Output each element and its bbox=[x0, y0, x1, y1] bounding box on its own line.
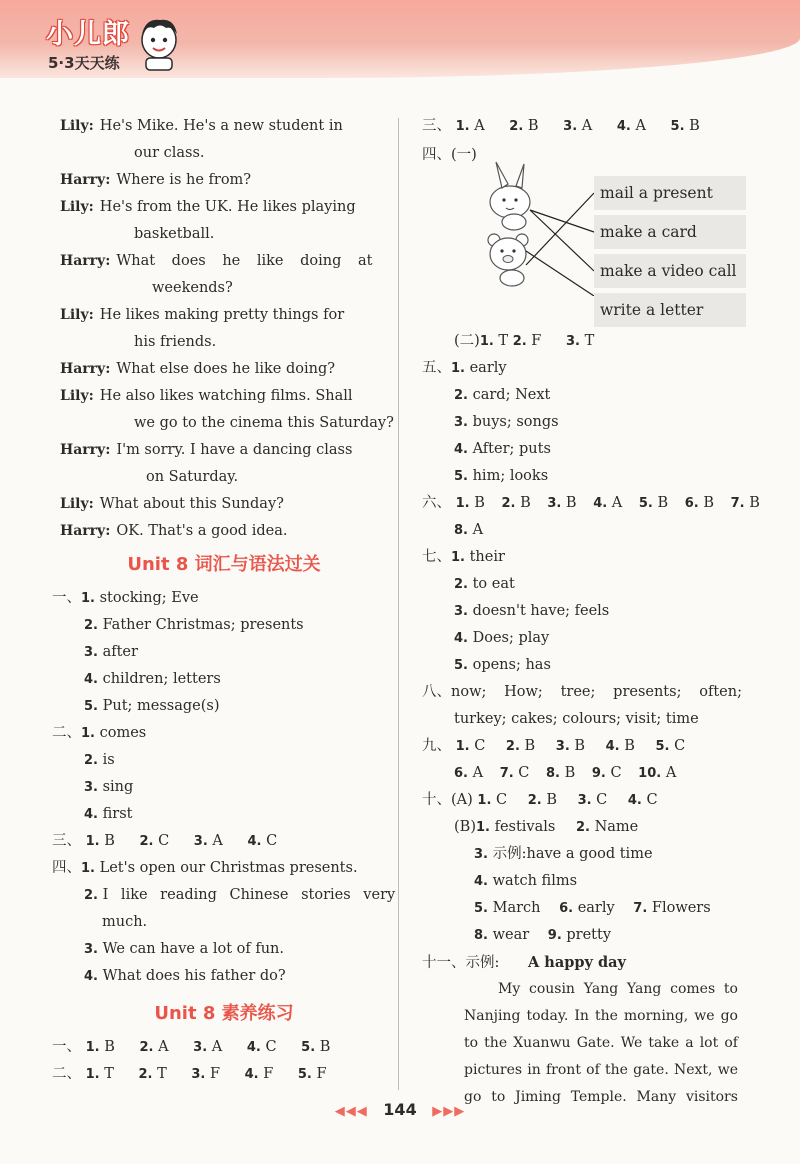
speaker: Harry: bbox=[60, 523, 111, 539]
page-number: 144 bbox=[383, 1100, 417, 1119]
section-title-literacy-practice: Unit 8 素养练习 bbox=[154, 1003, 294, 1024]
answer-part-1 bbox=[52, 585, 388, 720]
dialogue-continuation: on Saturday. bbox=[146, 469, 239, 485]
answer-item: 4. watch films bbox=[474, 873, 578, 889]
dialogue-continuation: weekends? bbox=[152, 280, 233, 296]
answer-item: 3. 示例:have a good time bbox=[474, 846, 653, 862]
essay-line: to the Xuanwu Gate. We take a lot of bbox=[464, 1035, 738, 1051]
dialogue-line: Lily: What about this Sunday? bbox=[60, 491, 388, 518]
answer-item-row: 5. March 6. early 7. Flowers bbox=[474, 900, 711, 916]
dialogue-continuation: we go to the cinema this Saturday? bbox=[134, 415, 394, 431]
dialogue-continuation: our class. bbox=[134, 145, 205, 161]
answer-item: 3. after bbox=[84, 644, 138, 660]
speaker: Lily: bbox=[60, 496, 94, 512]
answer-item: 3. We can have a lot of fun. bbox=[84, 941, 284, 957]
answer-item-row: 8. wear 9. pretty bbox=[474, 927, 612, 943]
part4-label: 四、(一) bbox=[422, 147, 477, 163]
phrase-mail-a-present: mail a present bbox=[594, 176, 746, 210]
answer-item: 5. him; looks bbox=[454, 468, 549, 484]
column-divider bbox=[398, 118, 399, 1090]
answer-item: 2. I like reading Chinese stories very bbox=[84, 887, 396, 903]
answer-part-s2-1: 一、 1. B 2. A 3. A 4. C 5. B bbox=[52, 1039, 331, 1055]
dialogue-line: Harry: What does he like doing at bbox=[60, 248, 388, 275]
answer-part-3: 三、 1. B 2. C 3. A 4. C bbox=[52, 833, 278, 849]
answer-item: 5. opens; has bbox=[454, 657, 551, 673]
answer-item: 3. buys; songs bbox=[454, 414, 559, 430]
part4-sub2: (二)1. T 2. F 3. T bbox=[454, 333, 595, 349]
answer-item: 一、1. stocking; Eve bbox=[52, 590, 199, 606]
answer-item: 四、1. Let's open our Christmas presents. bbox=[52, 860, 358, 876]
answer-part-9: 九、 1. C 2. B 3. B 4. B 5. C bbox=[422, 738, 686, 754]
essay-line: My cousin Yang Yang comes to bbox=[498, 981, 738, 997]
dialogue-continuation: his friends. bbox=[134, 334, 217, 350]
mascot-boy-icon bbox=[136, 14, 182, 72]
dialogue-line: Lily: He's Mike. He's a new student in bbox=[60, 113, 388, 140]
right-column bbox=[422, 113, 760, 1111]
brand-subtitle: 5·3天天练 bbox=[48, 54, 120, 72]
answer-item: 2. is bbox=[84, 752, 115, 768]
bear-icon bbox=[488, 234, 528, 286]
answer-item: 2. Father Christmas; presents bbox=[84, 617, 304, 633]
dialogue-line: Harry: Where is he from? bbox=[60, 167, 388, 194]
answer-item: 七、1. their bbox=[422, 549, 505, 565]
essay-line: pictures in front of the gate. Next, we bbox=[464, 1062, 738, 1078]
speaker: Harry: bbox=[60, 361, 111, 377]
answer-item: 4. After; puts bbox=[454, 441, 551, 457]
answer-part-5 bbox=[422, 355, 742, 490]
speaker: Lily: bbox=[60, 199, 94, 215]
left-column bbox=[52, 113, 396, 1088]
answer-part-7 bbox=[422, 544, 742, 679]
answer-item: 4. What does his father do? bbox=[84, 968, 286, 984]
speaker: Lily: bbox=[60, 118, 94, 134]
answer-item: 4. Does; play bbox=[454, 630, 550, 646]
answer-part-4 bbox=[52, 855, 396, 990]
speaker: Harry: bbox=[60, 253, 111, 269]
answer-item: 二、1. comes bbox=[52, 725, 147, 741]
rabbit-icon bbox=[490, 162, 530, 230]
answer-item: 2. to eat bbox=[454, 576, 515, 592]
brand-logo bbox=[46, 12, 130, 72]
answer-item: 4. first bbox=[84, 806, 133, 822]
answer-part-s2-2: 二、 1. T 2. T 3. F 4. F 5. F bbox=[52, 1066, 327, 1082]
essay-line: go to Jiming Temple. Many visitors bbox=[464, 1089, 738, 1105]
speaker: Harry: bbox=[60, 172, 111, 188]
essay-title: A happy day bbox=[528, 954, 626, 971]
answer-continuation: much. bbox=[102, 914, 148, 930]
dialogue-line: Lily: He likes making pretty things for bbox=[60, 302, 388, 329]
answer-part-10-a: 十、(A) 1. C 2. B 3. C 4. C bbox=[422, 792, 658, 808]
page-footer bbox=[0, 1100, 800, 1119]
answer-item: 3. doesn't have; feels bbox=[454, 603, 610, 619]
essay-line: Nanjing today. In the morning, we go bbox=[464, 1008, 738, 1024]
dialogue-line: Harry: What else does he like doing? bbox=[60, 356, 388, 383]
dialogue-line: Lily: He's from the UK. He likes playing bbox=[60, 194, 388, 221]
speaker: Harry: bbox=[60, 442, 111, 458]
matching-diagram bbox=[422, 140, 742, 319]
answer-part-3: 三、 1. A 2. B 3. A 4. A 5. B bbox=[422, 118, 700, 134]
dialogue-continuation: basketball. bbox=[134, 226, 215, 242]
speaker: Lily: bbox=[60, 307, 94, 323]
answer-item: 8. A bbox=[454, 522, 484, 538]
answer-part-8-line2: turkey; cakes; colours; visit; time bbox=[454, 711, 699, 727]
section-title-vocabulary-grammar: Unit 8 词汇与语法过关 bbox=[127, 554, 321, 575]
essay-body bbox=[422, 976, 742, 1111]
right-arrows-icon: ▶▶▶ bbox=[432, 1104, 466, 1119]
answer-part-8: 八、now; How; tree; presents; often; bbox=[422, 684, 742, 700]
answer-item: 5. Put; message(s) bbox=[84, 698, 220, 714]
answer-item: 3. sing bbox=[84, 779, 134, 795]
dialogue-line: Lily: He also likes watching films. Shall bbox=[60, 383, 388, 410]
answer-part-6: 六、 1. B 2. B 3. B 4. A 5. B 6. B 7. B bbox=[422, 495, 760, 511]
answer-item: 2. card; Next bbox=[454, 387, 551, 403]
answer-part-9-row2: 6. A 7. C 8. B 9. C 10. A bbox=[454, 765, 677, 781]
answer-part-11-heading: 十一、示例: A happy day bbox=[422, 954, 626, 971]
dialogue-line: Harry: I'm sorry. I have a dancing class bbox=[60, 437, 388, 464]
answer-item: 4. children; letters bbox=[84, 671, 221, 687]
dialogue-line: Harry: OK. That's a good idea. bbox=[60, 518, 388, 545]
brand-name: 小儿郎 bbox=[46, 19, 130, 50]
phrase-make-a-card: make a card bbox=[594, 215, 746, 249]
answer-part-10-b: (B)1. festivals 2. Name bbox=[454, 819, 639, 835]
speaker: Lily: bbox=[60, 388, 94, 404]
answer-item: 五、1. early bbox=[422, 360, 507, 376]
phrase-write-a-letter: write a letter bbox=[594, 293, 746, 327]
phrase-make-a-video-call: make a video call bbox=[594, 254, 746, 288]
answer-part-2 bbox=[52, 720, 388, 828]
left-arrows-icon: ◀◀◀ bbox=[334, 1104, 368, 1119]
